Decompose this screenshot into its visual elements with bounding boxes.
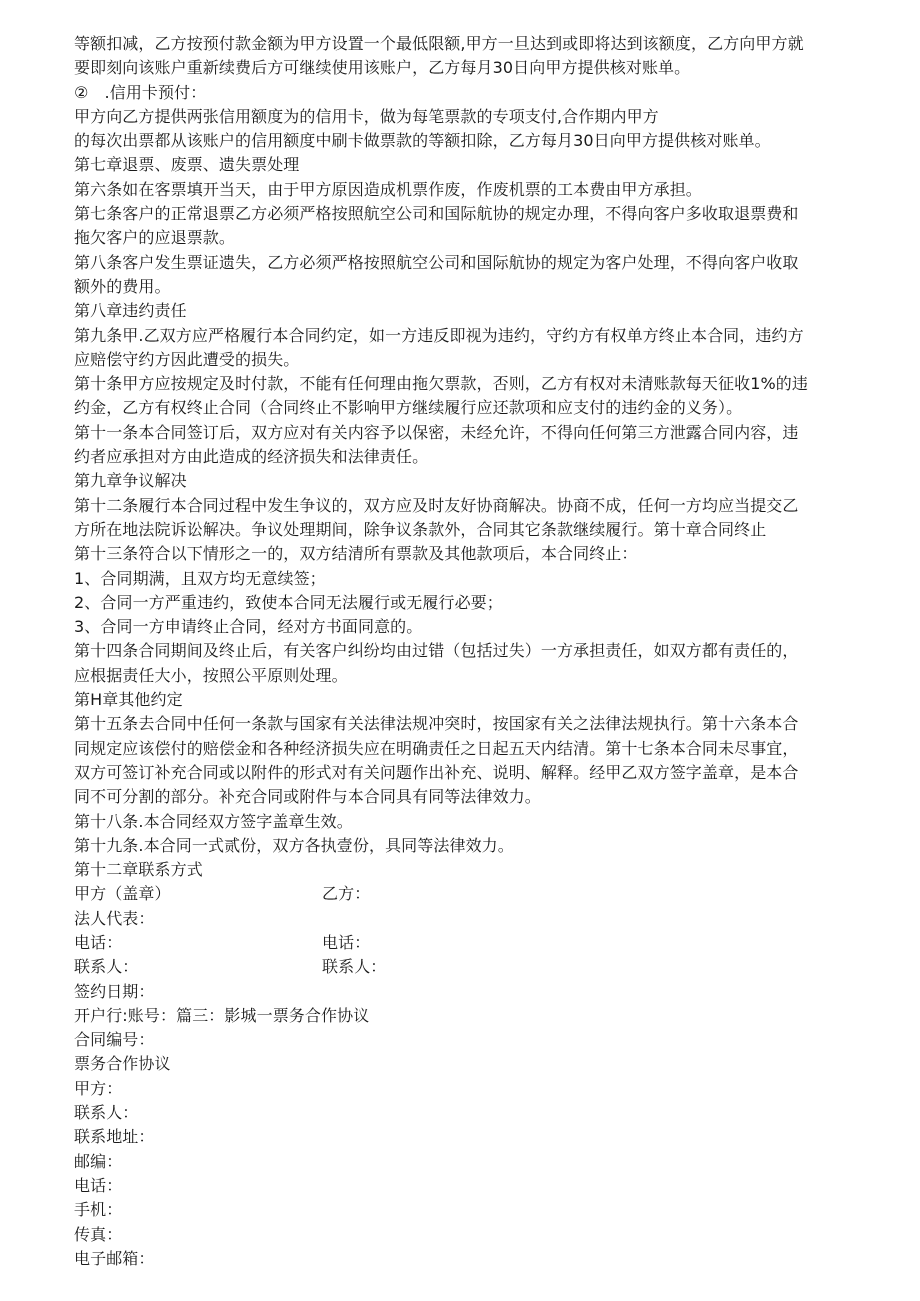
chapter-heading: 第九章争议解决 — [74, 471, 187, 491]
text-line: 第六条如在客票填开当天，由于甲方原因造成机票作废，作废机票的工本费由甲方承担。 — [74, 179, 702, 199]
contact-a-label: 联系人： — [74, 957, 139, 977]
contract-number-label: 合同编号： — [74, 1030, 155, 1050]
legal-rep-label: 法人代表： — [74, 908, 155, 928]
list-item: 2、合同一方严重违约，致使本合同无法履行或无履行必要； — [74, 592, 503, 612]
text-line: 甲方向乙方提供两张信用额度为的信用卡，做为每笔票款的专项支付,合作期内甲方 — [74, 106, 659, 126]
contact-b-label: 联系人： — [322, 957, 387, 977]
phone-a-label: 电话： — [74, 932, 123, 952]
text-line: 同不可分割的部分。补充合同或附件与本合同具有同等法律效力。 — [74, 787, 541, 807]
address-label: 联系地址： — [74, 1127, 155, 1147]
signature-row-seal — [74, 882, 854, 906]
text-line: 第十三条符合以下情形之一的，双方结清所有票款及其他款项后，本合同终止： — [74, 544, 638, 564]
list-item: 1、合同期满，且双方均无意续签； — [74, 568, 326, 588]
text-line: 第十四条合同期间及终止后，有关客户纠纷均由过错（包括过失）一方承担责任，如双方都有责任的， — [74, 641, 799, 661]
text-line: 第十八条.本合同经双方签字盖章生效。 — [74, 811, 353, 831]
phone-b-label: 电话： — [322, 932, 371, 952]
chapter-heading: 第八章违约责任 — [74, 301, 187, 321]
text-line: 第十二条履行本合同过程中发生争议的，双方应及时友好协商解决。协商不成，任何一方均应当提交乙 — [74, 495, 799, 515]
text-line: 方所在地法院诉讼解决。争议处理期间，除争议条款外，合同其它条款继续履行。第十章合同终止 — [74, 519, 767, 539]
text-line: 第九条甲.乙双方应严格履行本合同约定，如一方违反即视为违约，守约方有权单方终止本合同，违约方 — [74, 325, 804, 345]
list-item-credit-card: ② .信用卡预付： — [74, 82, 207, 102]
email-label: 电子邮箱： — [74, 1248, 155, 1268]
mobile-label: 手机： — [74, 1200, 123, 1220]
text-line: 约金，乙方有权终止合同（合同终止不影响甲方继续履行应还款项和应支付的违约金的义务）。 — [74, 398, 743, 418]
postcode-label: 邮编： — [74, 1151, 123, 1171]
bank-account-label: 开户行:账号：篇三：影城一票务合作协议 — [74, 1005, 370, 1025]
chapter-heading: 第七章退票、废票、遗失票处理 — [74, 155, 300, 175]
text-line: 第十一条本合同签订后，双方应对有关内容予以保密，未经允许，不得向任何第三方泄露合同内容，违 — [74, 422, 799, 442]
text-line: 额外的费用。 — [74, 276, 171, 296]
document-page — [74, 32, 854, 1271]
text-line: 第十九条.本合同一式贰份，双方各执壹份，具同等法律效力。 — [74, 835, 514, 855]
signature-row-phone — [74, 931, 854, 955]
text-line: 要即刻向该账户重新续费后方可继续使用该账户，乙方每月30日向甲方提供核对账单。 — [74, 58, 691, 78]
text-line: 第七条客户的正常退票乙方必须严格按照航空公司和国际航协的规定办理，不得向客户多收取退票费和 — [74, 204, 799, 224]
party-b-label: 乙方： — [322, 884, 371, 904]
text-line: 第八条客户发生票证遗失，乙方必须严格按照航空公司和国际航协的规定为客户处理，不得向客户收取 — [74, 252, 799, 272]
list-item: 3、合同一方申请终止合同，经对方书面同意的。 — [74, 617, 423, 637]
text-line: 等额扣减，乙方按预付款金额为甲方设置一个最低限额,甲方一旦达到或即将达到该额度，乙方向甲方就 — [74, 34, 804, 53]
fax-label: 传真： — [74, 1224, 123, 1244]
chapter-heading: 第H章其他约定 — [74, 690, 183, 710]
text-line: 应赔偿守约方因此遭受的损失。 — [74, 349, 300, 369]
text-line: 拖欠客户的应退票款。 — [74, 228, 236, 248]
signature-row-contact — [74, 955, 854, 979]
phone-label: 电话： — [74, 1175, 123, 1195]
contact-label: 联系人： — [74, 1103, 139, 1123]
text-line: 第十五条去合同中任何一条款与国家有关法律法规冲突时，按国家有关之法律法规执行。第十六条本合 — [74, 714, 799, 734]
text-line: 的每次出票都从该账户的信用额度中刷卡做票款的等额扣除，乙方每月30日向甲方提供核对账单。 — [74, 131, 771, 151]
chapter-heading: 第十二章联系方式 — [74, 860, 203, 880]
party-a-label: 甲方： — [74, 1078, 123, 1098]
text-line: 应根据责任大小，按照公平原则处理。 — [74, 665, 348, 685]
text-line: 约者应承担对方由此造成的经济损失和法律责任。 — [74, 447, 429, 467]
text-line: 双方可签订补充合同或以附件的形式对有关问题作出补充、说明、解释。经甲乙双方签字盖章，是本合 — [74, 762, 799, 782]
party-a-seal-label: 甲方（盖章） — [74, 884, 171, 904]
text-line: 同规定应该偿付的赔偿金和各种经济损失应在明确责任之日起五天内结清。第十七条本合同未尽事宜， — [74, 738, 799, 758]
text-line: 第十条甲方应按规定及时付款，不能有任何理由拖欠票款，否则，乙方有权对未清账款每天征收1%的违 — [74, 374, 808, 394]
sign-date-label: 签约日期： — [74, 981, 155, 1001]
contract-title: 票务合作协议 — [74, 1054, 171, 1074]
